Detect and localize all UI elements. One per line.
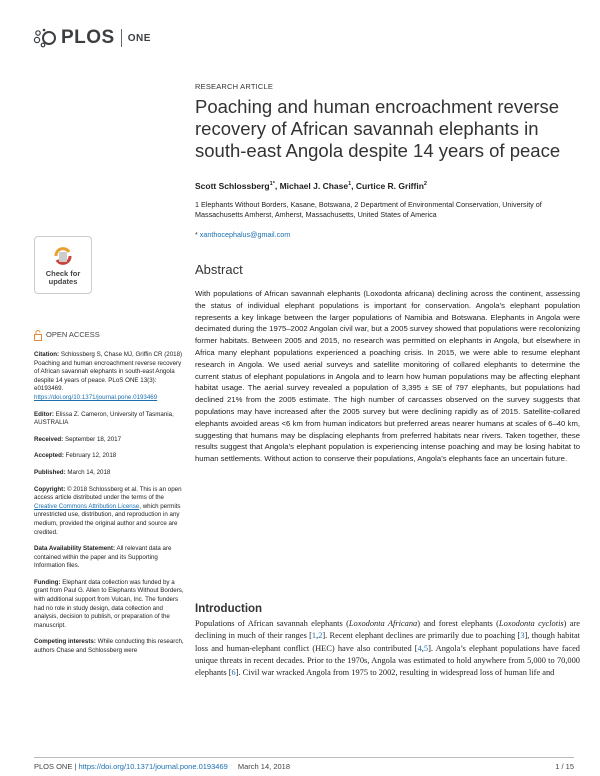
intro-text-segment: ]. Angola’s elephant populations have faced unique threats in recent decades. Prior to the 1970s, Angola was estimated to hold anywhere from 5,000 to 70,000 elephants [ xyxy=(195,643,580,678)
published-date: March 14, 2018 xyxy=(67,468,111,476)
competing-interests-text: While conducting this research, authors Chase and Schlossberg were xyxy=(34,638,184,655)
affiliations: 1 Elephants Without Borders, Kasane, Botswana, 2 Department of Environmental Conservation, University of Massachusetts Amherst, Amherst, Massachusetts, United States of America xyxy=(195,200,542,219)
footer-citation xyxy=(34,762,290,771)
footer-separator: | xyxy=(74,762,77,771)
intro-text-segment: ) and forest elephants ( xyxy=(417,619,499,628)
article-title: Poaching and human encroachment reverse recovery of African savannah elephants in south-east Angola despite 14 years of peace xyxy=(195,96,561,161)
footer-journal: PLOS ONE xyxy=(34,762,73,771)
open-access-label xyxy=(34,330,184,341)
author-affil-marker: 1 xyxy=(348,181,352,188)
funding-block xyxy=(34,579,184,631)
author-affil-marker: 1* xyxy=(269,181,275,188)
reference-link[interactable]: 1 xyxy=(311,631,317,641)
check-updates-icon xyxy=(52,244,74,268)
intro-text-segment: ]. Civil war wracked Angola from 1975 to 2002, resulting in widespread loss of human life and xyxy=(235,668,555,678)
article-metadata-sidebar xyxy=(34,330,184,664)
abstract-heading: Abstract xyxy=(195,262,243,277)
citation-text: Schlossberg S, Chase MJ, Griffin CR (2018) Poaching and human encroachment reverse recovery of African savannah elephants in south-east Angola despite 14 years of peace. PLoS ONE 13(3): e0193469. xyxy=(34,351,183,393)
intro-text-segment: ]. Recent elephant declines are primarily due to poaching [ xyxy=(322,631,521,641)
author-name[interactable]: Curtice R. Griffin xyxy=(355,181,424,191)
author-name[interactable]: Michael J. Chase xyxy=(279,181,349,191)
license-link[interactable]: Creative Commons Attribution License xyxy=(34,502,140,510)
received-block xyxy=(34,436,184,445)
editor-block xyxy=(34,411,184,428)
competing-interests-label: Competing interests: xyxy=(34,638,96,646)
data-availability-text: All relevant data are contained within the paper and its Supporting Information files. xyxy=(34,545,172,570)
competing-interests-block xyxy=(34,638,184,655)
journal-name: ONE xyxy=(127,32,151,44)
received-label: Received: xyxy=(34,435,64,443)
reference-link[interactable]: 6 xyxy=(231,668,236,678)
accepted-block xyxy=(34,452,184,461)
copyright-block xyxy=(34,486,184,538)
received-date: September 18, 2017 xyxy=(64,435,122,443)
footer-date: March 14, 2018 xyxy=(237,762,291,771)
reference-link[interactable]: 2 xyxy=(318,631,323,641)
introduction-text: Populations of African savannah elephants (Loxodonta Africana) and forest elephants (Loxodonta cyclotis) are declining in much of their ranges [1,2]. Recent elephant declines are primarily due to poaching [3], though habitat loss and human-elephant conflict (HEC) have also contributed [4,5]. Angola’s elephant populations have faced unique threats in recent decades. Prior to the 1970s, Angola was estimated to hold anywhere from 5,000 to 70,000 elephants [6]. Civil war wracked Angola from 1975 to 2002, resulting in widespread loss of human life and xyxy=(195,619,581,678)
article-type: RESEARCH ARTICLE xyxy=(195,82,274,91)
citation-block xyxy=(34,351,184,403)
intro-text-segment: Populations of African savannah elephants ( xyxy=(195,619,349,628)
corresponding-email: * xanthocephalus@gmail.com xyxy=(195,230,291,239)
footer-doi-link[interactable]: https://doi.org/10.1371/journal.pone.0193469 xyxy=(78,762,228,771)
email-link[interactable]: xanthocephalus@gmail.com xyxy=(199,230,291,239)
copyright-text: © 2018 Schlossberg et al. This is an open access article distributed under the terms of the xyxy=(34,485,182,502)
plos-logo[interactable] xyxy=(33,27,151,49)
editor-label: Editor: xyxy=(34,410,54,418)
species-name: Loxodonta Africana xyxy=(348,619,418,628)
editor-text: Elissa Z. Cameron, University of Tasmania, AUSTRALIA xyxy=(34,410,174,427)
intro-text-segment: ) are declining in much of their ranges [ xyxy=(195,619,581,641)
reference-link[interactable]: 5 xyxy=(423,643,429,653)
copyright-text-end: , which permits unrestricted use, distribution, and reproduction in any medium, provided the original author and source are credited. xyxy=(34,502,181,536)
funding-text: Elephant data collection was funded by a grant from Paul G. Allen to Elephants Without Borders, with additional support from Vulcan, Inc. The funders had no role in study design, data collection and analysis, decision to publish, or preparation of the manuscript. xyxy=(34,578,184,629)
page-number: 1 / 15 xyxy=(555,762,574,771)
citation-doi-link[interactable]: https://doi.org/10.1371/journal.pone.0193469 xyxy=(34,393,158,401)
copyright-label: Copyright: xyxy=(34,485,66,493)
reference-link[interactable]: 3 xyxy=(520,631,525,641)
funding-label: Funding: xyxy=(34,578,61,586)
logo-text: PLOS xyxy=(61,27,115,48)
introduction-heading: Introduction xyxy=(195,603,263,615)
author-affil-marker: 2 xyxy=(423,181,427,188)
citation-label: Citation: xyxy=(34,351,60,358)
accepted-label: Accepted: xyxy=(34,452,64,460)
data-availability-block xyxy=(34,545,184,571)
logo-divider xyxy=(121,29,122,47)
intro-text-segment: ], though habitat loss and human-elephant conflict (HEC) have also contributed [ xyxy=(195,631,580,653)
data-availability-label: Data Availability Statement: xyxy=(34,545,116,553)
footer-divider xyxy=(34,757,574,758)
reference-link[interactable]: 4 xyxy=(417,643,422,653)
accepted-date: February 12, 2018 xyxy=(65,452,117,460)
check-updates-label: Check for updates xyxy=(45,269,81,286)
plos-logo-icon xyxy=(33,27,59,49)
open-lock-icon xyxy=(34,330,42,341)
open-access-text: OPEN ACCESS xyxy=(46,330,100,340)
abstract-text: With populations of African savannah elephants (Loxodonta africana) declining across the continent, assessing the status of individual elephant populations is important for conservation. Angola’s elephant population represents a key linkage between the larger populations of Namibia and Botswana. Elephants in Angola were decimated during the 1975–2002 Angolan civil war, but a 2005 survey showed that populations were recolonizing former habitats. Between 2005 and 2015, no research was permitted on elephants in Angola, but elsewhere in Africa many elephant populations experienced a poaching crisis. In 2015, we were able to resume elephant research in Angola. We used aerial surveys and satellite monitoring of collared elephants to determine the current status of elephant populations in Angola and to learn how human populations may be affecting elephant habitat usage. The aerial survey revealed a population of 3,395 ± SE of 797 elephants, but populations had declined 21% from the 2005 estimate. The high number of carcasses observed on the survey suggests that populations may have increased after the 2005 survey but were declining rapidly as of 2015. Satellite-collared elephants avoided areas <6 km from human indicators but preferred areas nearer humans at scales of 6–40 km, suggesting that humans may be displacing elephants from preferred habitats near rivers. Taken together, these results suggest that Angola’s elephant population is experiencing intense poaching and may be losing habitat to human settlements. Without action to conserve their populations, Angola’s elephants face an uncertain future. xyxy=(195,289,580,464)
author-list: Scott Schlossberg$^{1*}$, Michael J. Chase$^1$, Curtice R. Griffin$^2$ xyxy=(195,181,427,191)
published-block xyxy=(34,469,184,478)
species-name: Loxodonta cyclotis xyxy=(498,619,564,628)
author-name[interactable]: Scott Schlossberg xyxy=(195,181,270,191)
published-label: Published: xyxy=(34,468,66,476)
check-for-updates-badge[interactable] xyxy=(34,236,92,294)
